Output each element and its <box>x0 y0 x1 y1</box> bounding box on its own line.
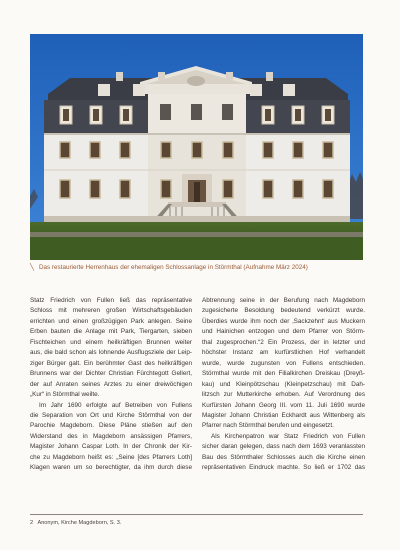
body-line: Magister Johann Caspar Loth. In der Chronik der Kir- <box>30 443 192 451</box>
photo-caption <box>30 264 370 272</box>
body-line: und Hainichen entzogen und dem Pfarrer von Störm- <box>202 328 365 336</box>
body-line: repräsentativen Eindruck machte. So ließ er 1702 das <box>202 464 365 472</box>
body-line: zugesicherte Besoldung bedeutend verkürzt wurde. <box>202 307 365 315</box>
body-line: Fischteichen und einem heilkräftigen Brunnen weiter <box>30 338 192 346</box>
body-line: Magister Johann Christian Eckhardt aus Wittenberg als <box>202 411 365 419</box>
body-line: sicher daran gelegen, dass nach dem 1693 veranlassten <box>202 443 365 451</box>
text-column-left <box>30 296 192 474</box>
body-line: kau) und Kleinpötzschau (Kleinpetzschau) mit Dah- <box>202 380 365 388</box>
footnote-divider <box>30 514 363 515</box>
body-line: Als Kirchenpatron war Statz Friedrich von Fullen <box>211 432 365 440</box>
body-line: Erben bauten die Anlage mit Park, Tiergarten, sieben <box>30 328 192 336</box>
body-line: aus, die bald schon als lohnende Ausflugsziele der Leip- <box>30 349 192 357</box>
body-line: litzsch zur Mutterkirche erhoben. Auf Verordnung des <box>202 391 365 399</box>
body-line: Im Jahr 1690 erfolgte auf Betreiben von Fullens <box>39 401 192 409</box>
footnote: 2 Anonym, Kirche Magdeborn, S. 3. <box>30 520 122 526</box>
body-line: Parochie Magdeborn. Diese Pläne stießen auf den <box>30 422 192 430</box>
body-line: wurde, wurde zugunsten von Fullens entschieden. <box>202 359 365 367</box>
caption-text: Das restaurierte Herrenhaus der ehemaligen Schlossanlage in Störmthal (Aufnahme März 2024) <box>39 264 308 271</box>
body-line: ziger Bürger galt. Ein berühmter Gast des heilkräftigen <box>30 359 192 367</box>
body-line: errichten und einen großzügigen Park anlegen. Seine <box>30 317 192 325</box>
body-line: Klagen waren um so berechtigter, da ihm durch diese <box>30 464 192 472</box>
body-line: die Separation von Ort und Kirche Störmthal von der <box>30 411 192 419</box>
body-line: Statz Friedrich von Fullen ließ das repräsentative <box>30 297 192 304</box>
diagonal-mark-icon: ╲ <box>30 264 34 271</box>
body-line: thal zugesprochen.“2 Ein Prozess, der in letzter und <box>202 338 365 346</box>
manor-house-photo <box>30 34 363 260</box>
body-line: der auf Anraten seines Arztes zu einer dreiwöchigen <box>30 380 192 388</box>
body-line: Bau des Störmthaler Schlosses auch die Kirche einen <box>202 453 365 461</box>
body-line: Brunnens war der Dichter Christian Fürchtegott Gellert, <box>30 370 192 378</box>
body-line: che zu Magdeborn heißt es: „Seine [des Pfarrers Loth] <box>30 453 192 461</box>
body-line: Abtrennung seine in der Berufung nach Magdeborn <box>202 297 365 304</box>
body-line: Überdies wurde ihm noch der ‚Sackzehnt‘ aus Muckern <box>202 317 365 325</box>
body-line: „Kur“ in Störmthal weilte. <box>30 391 100 399</box>
body-line: Schloss mit mehreren großen Wirtschaftsgebäuden <box>30 307 192 315</box>
body-line: Kurfürsten Johann Georg III. vom 11. Juli 1690 wurde <box>202 401 365 409</box>
body-line: höchster Instanz am kurfürstlichen Hof verhandelt <box>202 349 365 357</box>
text-column-right <box>202 296 365 474</box>
body-line: Pfarrer nach Störmthal berufen und eingesetzt. <box>202 422 334 430</box>
body-line: Störmthal wurde mit den Filialkirchen Dreiskau (Dreyß- <box>202 370 365 378</box>
body-line: Widerstand des in Magdeborn ansässigen Pfarrers, <box>30 432 192 440</box>
